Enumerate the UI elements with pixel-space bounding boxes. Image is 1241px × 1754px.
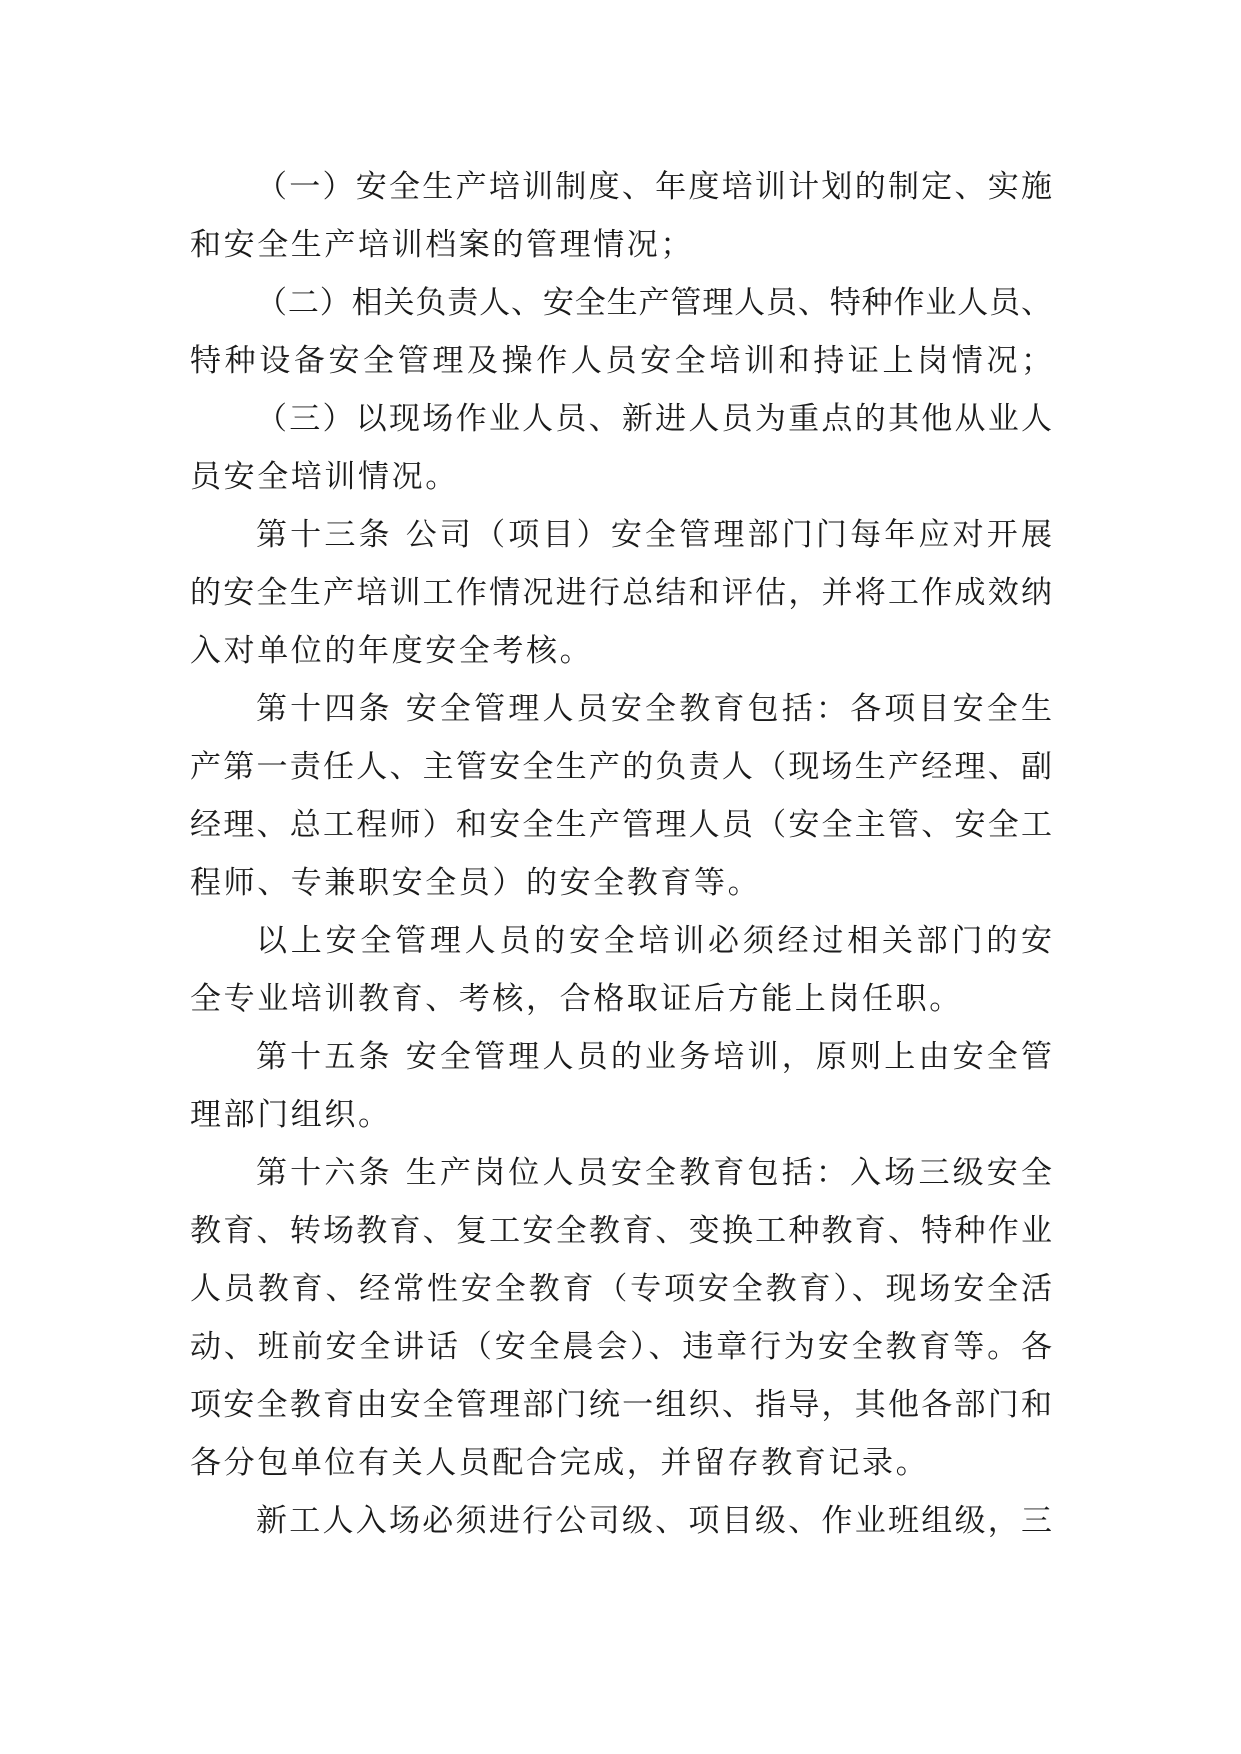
text-line-3: （二）相关负责人、安全生产管理人员、特种作业人员、 — [256, 285, 1052, 321]
text-line-1: （一）安全生产培训制度、年度培训计划的制定、实施 — [256, 169, 1052, 205]
text-line-23: 各分包单位有关人员配合完成，并留存教育记录。 — [190, 1445, 930, 1481]
text-line-2: 和安全生产培训档案的管理情况； — [190, 227, 694, 263]
text-line-10: 第十四条 安全管理人员安全教育包括：各项目安全生 — [256, 691, 1052, 727]
text-line-9: 入对单位的年度安全考核。 — [190, 633, 594, 669]
text-line-8: 的安全生产培训工作情况进行总结和评估，并将工作成效纳 — [190, 575, 1052, 611]
text-line-21: 动、班前安全讲话（安全晨会）、违章行为安全教育等。各 — [190, 1329, 1052, 1365]
text-line-19: 教育、转场教育、复工安全教育、变换工种教育、特种作业 — [190, 1213, 1052, 1249]
text-line-13: 程师、专兼职安全员）的安全教育等。 — [190, 865, 762, 901]
text-line-15: 全专业培训教育、考核，合格取证后方能上岗任职。 — [190, 981, 963, 1017]
text-line-14: 以上安全管理人员的安全培训必须经过相关部门的安 — [256, 923, 1052, 959]
text-line-24: 新工人入场必须进行公司级、项目级、作业班组级，三 — [256, 1503, 1052, 1539]
text-line-6: 员安全培训情况。 — [190, 459, 459, 495]
text-line-18: 第十六条 生产岗位人员安全教育包括：入场三级安全 — [256, 1155, 1052, 1191]
text-line-22: 项安全教育由安全管理部门统一组织、指导，其他各部门和 — [190, 1387, 1052, 1423]
text-line-11: 产第一责任人、主管安全生产的负责人（现场生产经理、副 — [190, 749, 1052, 785]
text-line-16: 第十五条 安全管理人员的业务培训，原则上由安全管 — [256, 1039, 1052, 1075]
text-line-20: 人员教育、经常性安全教育（专项安全教育）、现场安全活 — [190, 1271, 1052, 1307]
text-line-12: 经理、总工程师）和安全生产管理人员（安全主管、安全工 — [190, 807, 1052, 843]
text-line-5: （三）以现场作业人员、新进人员为重点的其他从业人 — [256, 401, 1052, 437]
text-line-7: 第十三条 公司（项目）安全管理部门门每年应对开展 — [256, 517, 1052, 553]
text-line-17: 理部门组织。 — [190, 1097, 392, 1133]
text-line-4: 特种设备安全管理及操作人员安全培训和持证上岗情况； — [190, 343, 1052, 379]
